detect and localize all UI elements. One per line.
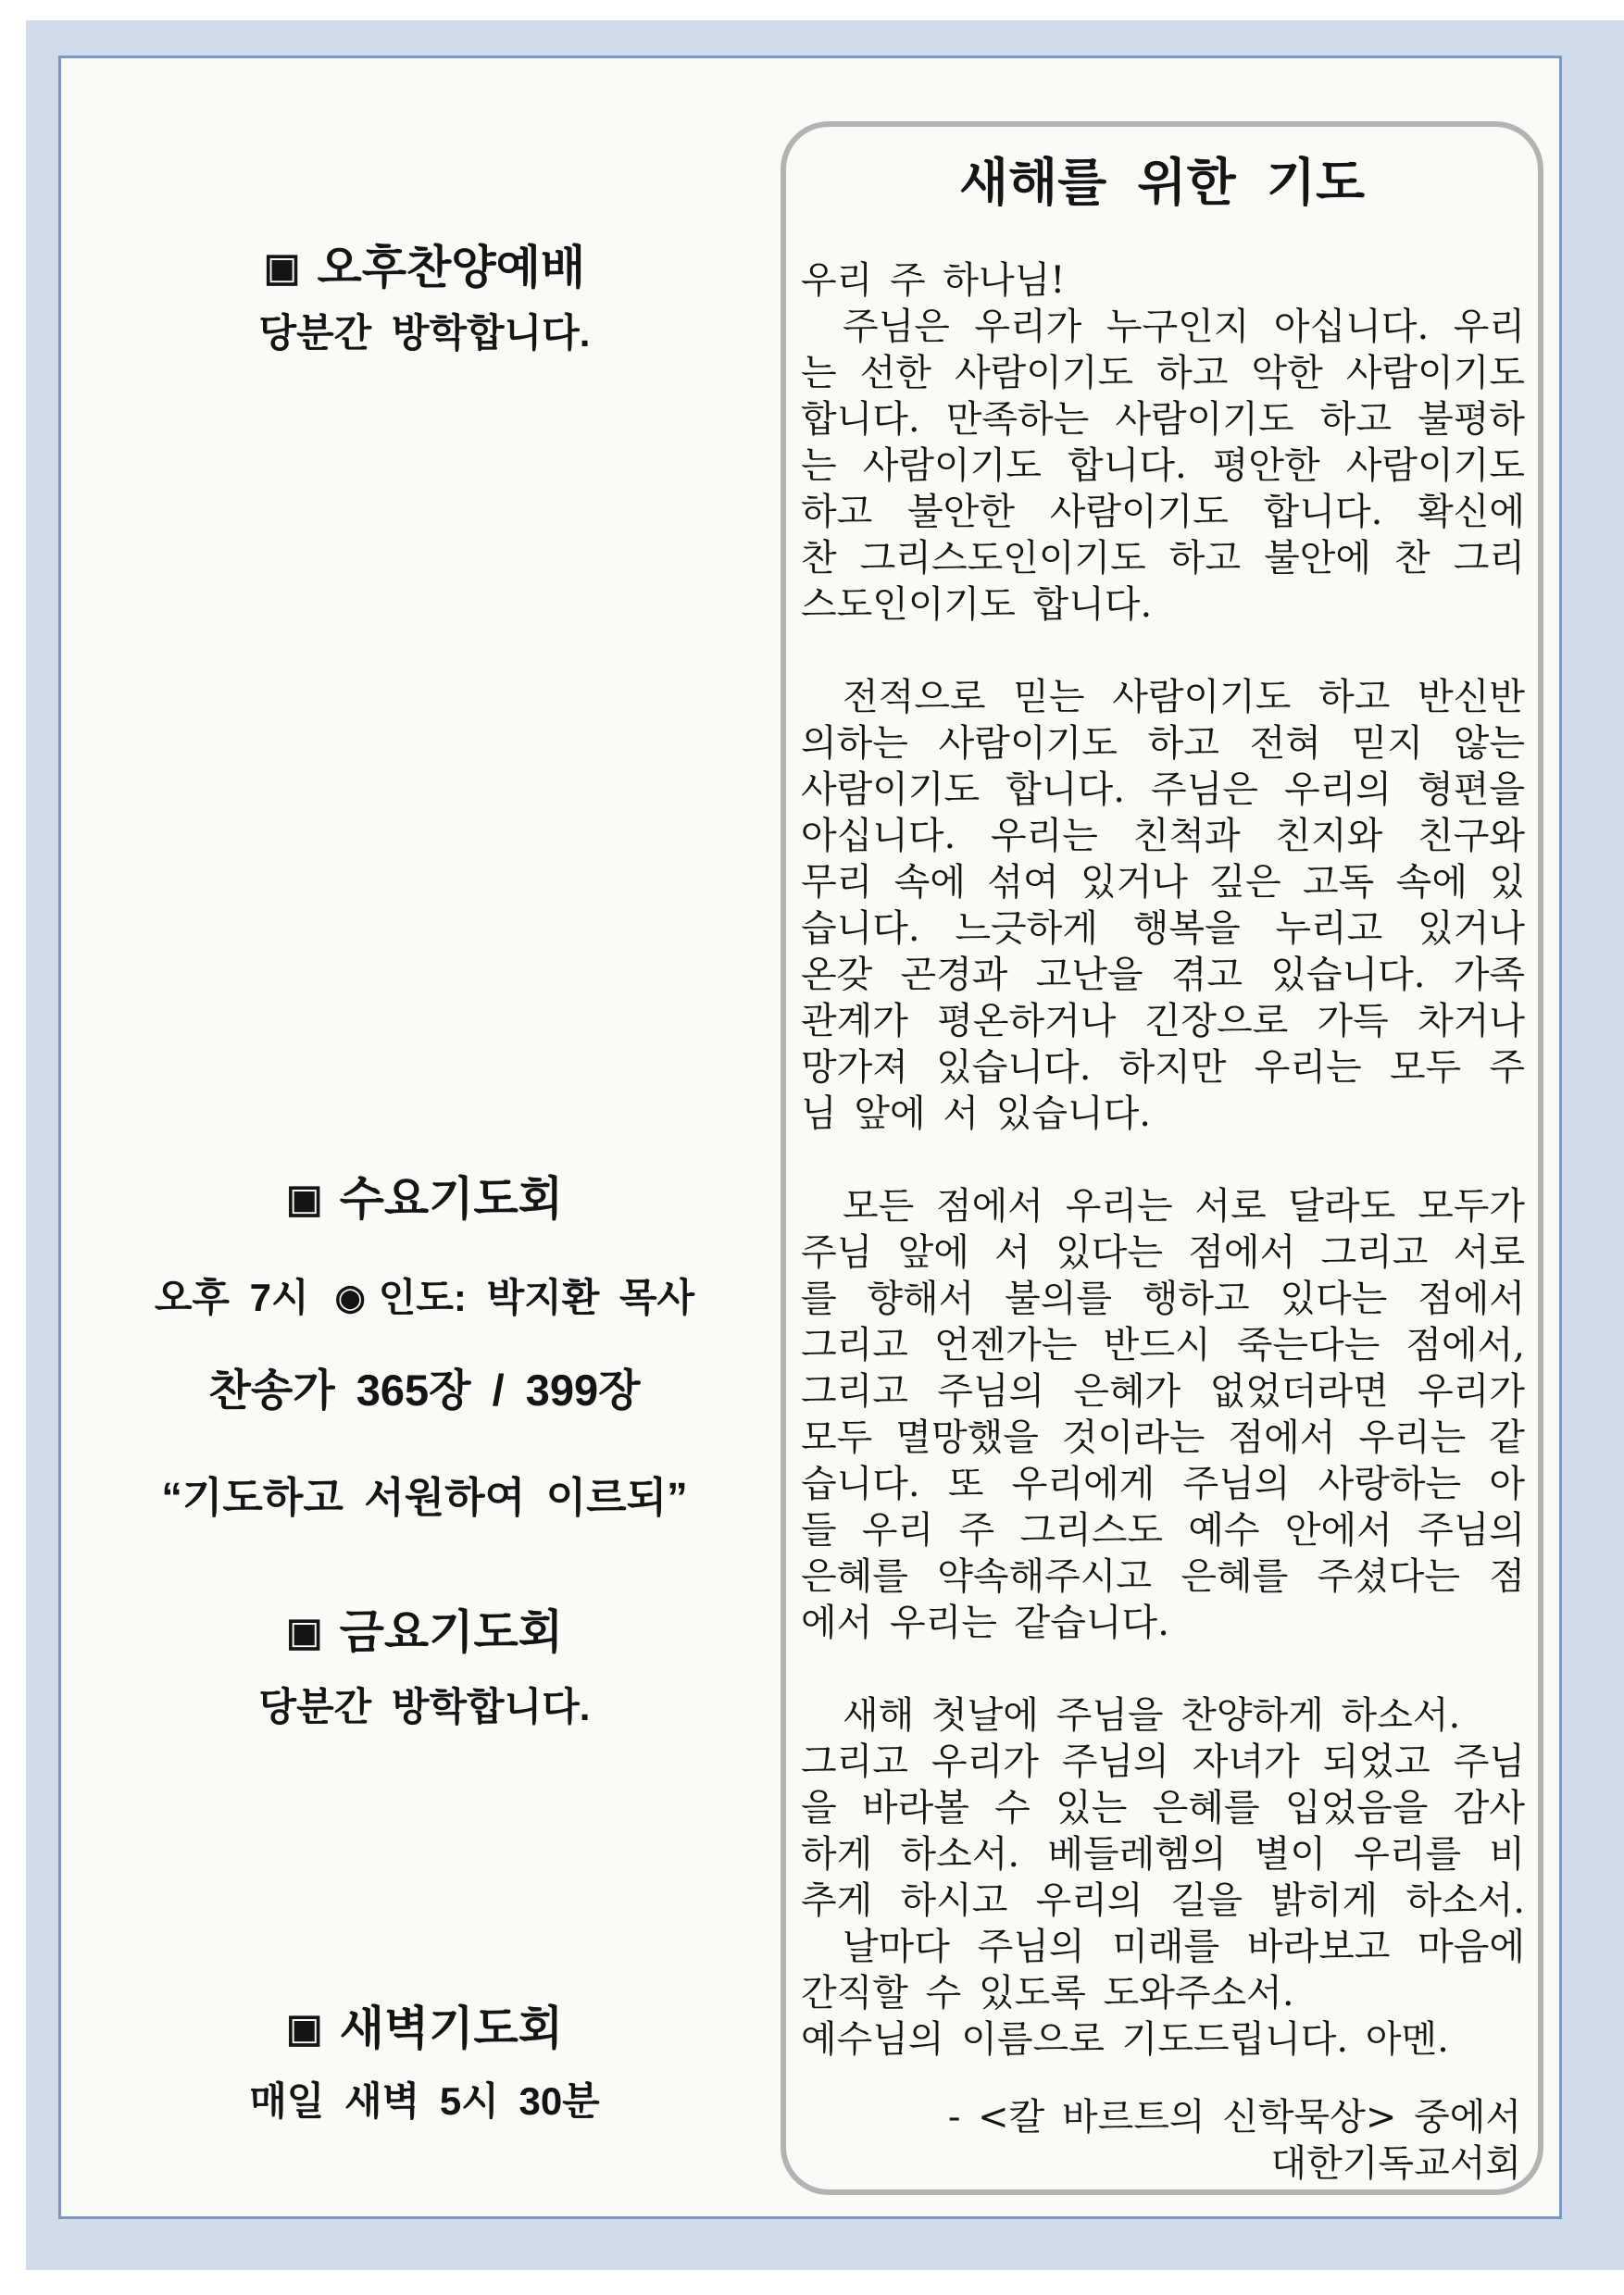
meeting-time-and-leader — [80, 1267, 769, 1323]
prayer-body — [801, 257, 1525, 2063]
prayer-line: 의하는 사람이기도 하고 전혀 믿지 않는 — [801, 722, 1525, 765]
prayer-paragraph — [801, 257, 1525, 628]
prayer-line: 은혜를 약속해주시고 은혜를 주셨다는 점 — [801, 1555, 1525, 1598]
prayer-line: 주님 앞에 서 있다는 점에서 그리고 서로 — [801, 1231, 1525, 1274]
square-bullet-icon: ▣ — [285, 1610, 323, 1653]
square-bullet-icon: ▣ — [285, 1177, 323, 1220]
prayer-paragraph — [801, 1692, 1525, 2063]
prayer-line: 관계가 평온하거나 긴장으로 가득 차거나 — [801, 1000, 1525, 1042]
prayer-title: 새해를 위한 기도 — [958, 152, 1366, 212]
prayer-line: 습니다. 또 우리에게 주님의 사랑하는 아 — [801, 1463, 1525, 1505]
section-title-friday-prayer-meeting — [80, 1595, 769, 1662]
prayer-line: 는 선한 사람이기도 하고 악한 사람이기도 — [801, 352, 1525, 394]
prayer-paragraph — [801, 674, 1525, 1137]
prayer-line: 찬 그리스도인이기도 하고 불안에 찬 그리 — [801, 537, 1525, 580]
prayer-line: 하고 불안한 사람이기도 합니다. 확신에 — [801, 491, 1525, 533]
prayer-line: 추게 하시고 우리의 길을 밝히게 하소서. — [801, 1879, 1525, 1922]
prayer-line: 모두 멸망했을 것이라는 점에서 우리는 같 — [801, 1416, 1525, 1459]
prayer-line: 을 바라볼 수 있는 은혜를 입었음을 감사 — [801, 1787, 1525, 1829]
prayer-line: 를 향해서 불의를 행하고 있다는 점에서 — [801, 1278, 1525, 1320]
prayer-line: 는 사람이기도 합니다. 평안한 사람이기도 — [801, 444, 1525, 487]
prayer-publisher: 대한기독교서회 — [1270, 2142, 1521, 2185]
prayer-line: 무리 속에 섞여 있거나 깊은 고독 속에 있 — [801, 861, 1525, 904]
prayer-line: 님 앞에 서 있습니다. — [801, 1092, 1151, 1135]
prayer-line: 온갖 곤경과 고난을 겪고 있습니다. 가족 — [801, 954, 1525, 996]
prayer-line: 모든 점에서 우리는 서로 달라도 모두가 — [843, 1185, 1525, 1228]
section-note-friday-prayer: 당분간 방학합니다. — [258, 1685, 591, 1728]
prayer-line: 습니다. 느긋하게 행복을 누리고 있거나 — [801, 907, 1525, 950]
paper-sheet — [58, 56, 1562, 2219]
section-title-wednesday-prayer-meeting — [80, 1162, 769, 1229]
meeting-time: 오후 7시 — [154, 1276, 309, 1319]
prayer-line: 망가져 있습니다. 하지만 우리는 모두 주 — [801, 1046, 1525, 1089]
prayer-line: 합니다. 만족하는 사람이기도 하고 불평하 — [801, 398, 1525, 441]
prayer-line: 사람이기도 합니다. 주님은 우리의 형편을 — [801, 768, 1525, 811]
prayer-line: 우리 주 하나님! — [801, 259, 1066, 302]
prayer-line: 에서 우리는 같습니다. — [801, 1602, 1169, 1644]
prayer-paragraph — [801, 1183, 1525, 1646]
section-title-dawn-prayer-meeting — [80, 1991, 769, 2058]
announcements-column — [80, 58, 769, 2216]
section-note-dawn-prayer: 매일 새벽 5시 30분 — [249, 2079, 600, 2123]
prayer-line: 들 우리 주 그리스도 예수 안에서 주님의 — [801, 1509, 1525, 1552]
section-title-afternoon-praise-service — [80, 231, 769, 297]
prayer-line: 아십니다. 우리는 친척과 친지와 친구와 — [801, 815, 1525, 857]
prayer-line: 전적으로 믿는 사람이기도 하고 반신반 — [843, 676, 1525, 718]
prayer-line: 새해 첫날에 주님을 찬양하게 하소서. — [843, 1694, 1461, 1737]
prayer-box — [781, 121, 1543, 2195]
prayer-line: 주님은 우리가 누구인지 아십니다. 우리 — [843, 306, 1525, 348]
meeting-leader: 인도: 박지환 목사 — [378, 1276, 695, 1319]
prayer-attribution — [786, 2094, 1538, 2187]
section-title-text: 오후찬양예배 — [317, 242, 586, 293]
square-bullet-icon: ▣ — [285, 2006, 323, 2050]
prayer-line: 예수님의 이름으로 기도드립니다. 아멘. — [801, 2018, 1449, 2061]
prayer-line: 그리고 우리가 주님의 자녀가 되었고 주님 — [801, 1740, 1525, 1783]
prayer-line: 그리고 주님의 은혜가 없었더라면 우리가 — [801, 1370, 1525, 1413]
scripture-quote: “기도하고 서원하여 이르되” — [161, 1474, 688, 1521]
prayer-source: - <칼 바르트의 신학묵상> 중에서 — [947, 2096, 1521, 2139]
square-bullet-icon: ▣ — [263, 245, 301, 289]
fisheye-bullet-icon: ◉ — [334, 1278, 366, 1317]
section-title-text: 금요기도회 — [339, 1606, 564, 1658]
section-title-text: 새벽기도회 — [339, 2002, 564, 2054]
section-note-afternoon-praise: 당분간 방학합니다. — [258, 311, 591, 355]
prayer-line: 날마다 주님의 미래를 바라보고 마음에 — [843, 1926, 1525, 1968]
prayer-line: 스도인이기도 합니다. — [801, 583, 1153, 626]
section-title-text: 수요기도회 — [339, 1173, 564, 1225]
prayer-line: 그리고 언젠가는 반드시 죽는다는 점에서, — [801, 1324, 1525, 1366]
prayer-line: 간직할 수 있도록 도와주소서. — [801, 1972, 1294, 2014]
prayer-line: 하게 하소서. 베들레헴의 별이 우리를 비 — [801, 1833, 1525, 1876]
hymn-numbers: 찬송가 365장 / 399장 — [208, 1366, 641, 1415]
